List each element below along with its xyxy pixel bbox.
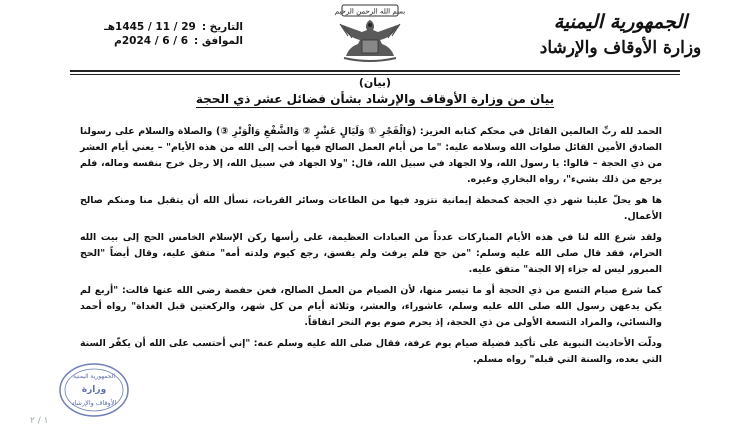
date-hijri-label: التاريخ : [201, 21, 243, 33]
emblem-caption: بسم الله الرحمن الرحيم [334, 7, 406, 16]
document-title-text: بيان من وزارة الأوقاف والإرشاد بشأن فضائل عشر ذي الحجة [195, 92, 555, 106]
paragraph: ولقد شرع الله لنا في هذه الأيام المباركات عدداً من العبادات العظيمة، على رأسها ركن الإسلام الخامس الحج إلى بيت الله الحرام، فقد قال صلى الله عليه وسلم: "من حج فلم يرفث ولم يفسق، رجع كيوم ولدته أمه" متفق عليه، وقال أيضاً "الحج المبرور ليس له جزاء إلا الجنة" متفق عليه. [80, 232, 662, 275]
document-title [0, 92, 750, 106]
paragraph: الحمد لله ربِّ العالمين القائل في محكم كتابه العزيز: (وَالْفَجْرِ ① وَلَيَالٍ عَشْرٍ ② وَالشَّفْعِ وَالْوَتْرِ ③) والصلاة والسلام على رسولنا الصادق الأمين القائل صلوات الله وسلامه عليه: "ما من أيام العمل الصالح فيها أحب إلى الله من هذه الأيام" – يعني أيام العشر من ذي الحجة – قالوا: يا رسول الله، ولا الجهاد في سبيل الله، قال: "ولا الجهاد في سبيل الله، إلا رجل خرج بنفسه وماله، فلم يرجع من ذلك بشيء"، رواه البخاري وغيره. [80, 126, 662, 185]
page-number: ١ / ٢ [30, 416, 49, 426]
date-hijri [78, 20, 243, 34]
paragraph: كما شرع صيام التسع من ذي الحجة أو ما تيسر منها، لأن الصيام من العمل الصالح، فعن حفصة رضي الله عنها قالت: "أربع لم يكن يدعهن رسول الله صلى الله عليه وسلم، عاشوراء، والعشر، وثلاثة أيام من كل شهر، والركعتين قبل الغداة" رواه أحمد والنسائي، والمراد التسعة الأولى من ذي الحجة، إذ يحرم صوم يوم النحر اتفاقاً. [80, 285, 662, 328]
header-divider-thick [70, 70, 680, 72]
paragraph: ودلّت الأحاديث النبوية على تأكيد فضيلة صيام يوم عرفة، فقال صلى الله عليه وسلم عنه: "إني أحتسب على الله أن يكفّر السنة التي بعده، والسنة التي قبله" رواه مسلم. [80, 338, 662, 365]
letterhead-right [513, 10, 728, 60]
header-divider-thin [70, 74, 680, 75]
republic-name: الجمهورية اليمنية [553, 11, 688, 33]
letterhead-left [78, 20, 243, 48]
date-hijri-value: 29 / 11 / 1445هـ [104, 21, 196, 33]
date-greg-value: 6 / 6 / 2024م [114, 35, 189, 47]
stamp-line1: الجمهورية اليمنية [72, 373, 116, 380]
paragraph: ها هو يحلّ علينا شهر ذي الحجة كمحطة إيمانية نتزود فيها من الطاعات وسائر القربات، نسأل الله أن يتقبل منا ومنكم صالح الأعمال. [80, 195, 662, 222]
document-label: (بيان) [358, 76, 392, 89]
official-stamp-icon [58, 362, 130, 418]
stamp-line2: وزارة [81, 385, 107, 395]
stamp-line3: الأوقاف والإرشاد [71, 399, 117, 407]
document-body [80, 124, 662, 373]
date-gregorian [78, 34, 243, 48]
date-greg-label: الموافق : [194, 35, 243, 47]
eagle-emblem-icon [322, 4, 418, 66]
ministry-name: وزارة الأوقاف والإرشاد [539, 38, 702, 58]
